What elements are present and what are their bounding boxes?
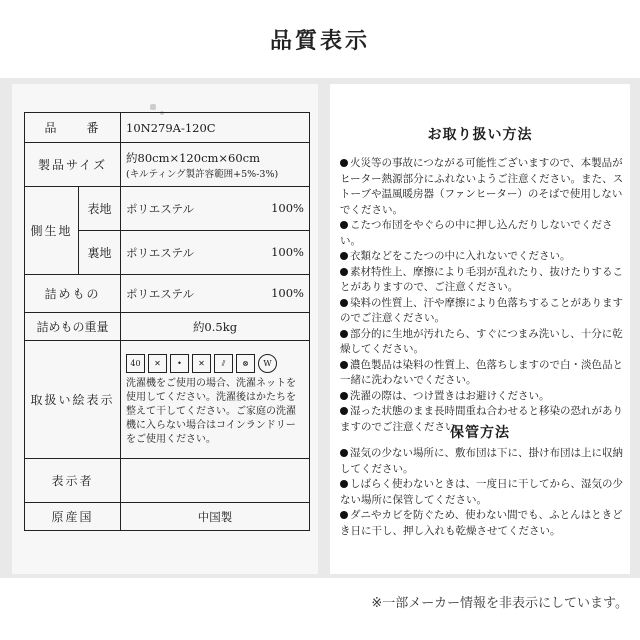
bullet-icon <box>340 392 348 400</box>
list-item: ダニやカビを防ぐため、使わない間でも、ふとんはときどき日に干し、押し入れも乾燥させてください。 <box>340 509 623 537</box>
row-head-labeler: 表示者 <box>25 459 121 503</box>
filling-pct: 100% <box>271 285 304 300</box>
table-row <box>25 187 310 231</box>
quality-table <box>24 112 310 531</box>
care-cell <box>121 341 310 459</box>
quality-label-tag <box>12 84 318 574</box>
bullet-icon <box>340 449 348 457</box>
filling-value: ポリエステル <box>126 286 194 301</box>
tag-mark <box>150 104 156 110</box>
table-row <box>25 113 310 143</box>
care-text: 洗濯機をご使用の場合、洗濯ネットを使用してください。洗濯後はかたちを整えて干してください。ご家庭の洗濯機に入らない場合はコインランドリーをご使用ください。 <box>126 378 296 445</box>
table-row <box>25 341 310 459</box>
row-head-origin: 原産国 <box>25 503 121 531</box>
bullet-icon <box>340 221 348 229</box>
bullet-icon <box>340 511 348 519</box>
bullet-icon <box>340 268 348 276</box>
row-sub-face: 表地 <box>79 187 121 231</box>
row-head-filling-weight: 詰めもの重量 <box>25 313 121 341</box>
bullet-icon <box>340 407 348 415</box>
list-item: しばらく使わないときは、一度日に干してから、湿気の少ない場所に保管してください。 <box>340 478 623 506</box>
list-item: 素材特性上、摩擦により毛羽が乱れたり、抜けたりすることがありますので、ご注意ください。 <box>340 265 623 293</box>
product-number-value: 10N279A-120C <box>121 113 310 143</box>
back-fabric-value: ポリエステル <box>126 245 194 260</box>
care-instructions-panel <box>330 84 630 574</box>
face-fabric-pct: 100% <box>271 200 304 215</box>
face-fabric-cell <box>121 187 310 231</box>
row-sub-back: 裏地 <box>79 231 121 275</box>
no-bleach-icon: ✕ <box>148 354 167 373</box>
size-cell <box>121 143 310 187</box>
table-row <box>25 503 310 531</box>
list-item: 湿気の少ない場所に、敷布団は下に、掛け布団は上に収納してください。 <box>340 447 623 475</box>
row-head-product-number: 品 番 <box>25 113 121 143</box>
row-head-care: 取扱い絵表示 <box>25 341 121 459</box>
list-item: 衣類などをこたつの中に入れないでください。 <box>340 249 626 265</box>
footnote: ※一部メーカー情報を非表示にしています。 <box>371 596 628 611</box>
handling-title: お取り扱い方法 <box>427 127 533 143</box>
list-item: 部分的に生地が汚れたら、すぐにつまみ洗いし、十分に乾燥してください。 <box>340 327 623 355</box>
table-row <box>25 459 310 503</box>
line-dry-shade-icon: ⫽ <box>214 354 233 373</box>
bullet-icon <box>340 330 348 338</box>
bullet-icon <box>340 299 348 307</box>
bullet-icon <box>340 252 348 260</box>
list-item: 火災等の事故につながる可能性ございますので、本製品がヒーター熱源部分にふれないようご注意ください。また、ストーブや温風暖房器（ファンヒーター）のそばで使用しないでください。 <box>340 157 624 216</box>
header <box>0 0 640 78</box>
wet-clean-icon: W <box>258 354 277 373</box>
handling-list <box>340 156 626 435</box>
list-item: 染料の性質上、汗や摩擦により色落ちすることがありますのでご注意ください。 <box>340 296 623 324</box>
size-value: 約80cm×120cm×60cm <box>126 150 261 165</box>
back-fabric-pct: 100% <box>271 244 304 259</box>
row-head-outer-fabric: 側生地 <box>25 187 79 275</box>
row-head-size: 製品サイズ <box>25 143 121 187</box>
no-tumble-dry-icon: ⊗ <box>236 354 255 373</box>
filling-weight-value: 約0.5kg <box>121 313 310 341</box>
storage-list <box>340 446 626 539</box>
page-title: 品質表示 <box>269 28 370 54</box>
wash-40-icon: 40 <box>126 354 145 373</box>
size-note: (キルティング製許容範囲+5%-3%) <box>126 168 279 180</box>
no-dryclean-icon: ✕ <box>192 354 211 373</box>
bullet-icon <box>340 361 348 369</box>
storage-title: 保管方法 <box>450 425 510 441</box>
list-item: こたつ布団をやぐらの中に押し込んだりしないでください。 <box>340 219 613 247</box>
back-fabric-cell <box>121 231 310 275</box>
table-row <box>25 275 310 313</box>
face-fabric-value: ポリエステル <box>126 201 194 216</box>
iron-low-icon: • <box>170 354 189 373</box>
list-item: 洗濯の際は、つけ置きはお避けください。 <box>340 389 626 405</box>
filling-cell <box>121 275 310 313</box>
bullet-icon <box>340 159 348 167</box>
table-row <box>25 143 310 187</box>
list-item: 濃色製品は染料の性質上、色落ちしますので白・淡色品と一緒に洗わないでください。 <box>340 358 623 386</box>
origin-value: 中国製 <box>121 503 310 531</box>
list-item: 湿った状態のまま長時間重ね合わせると移染の恐れがありますのでご注意ください。 <box>340 405 623 433</box>
labeler-value <box>121 459 310 503</box>
bullet-icon <box>340 480 348 488</box>
table-row <box>25 313 310 341</box>
care-icons <box>126 354 304 373</box>
row-head-filling: 詰めもの <box>25 275 121 313</box>
